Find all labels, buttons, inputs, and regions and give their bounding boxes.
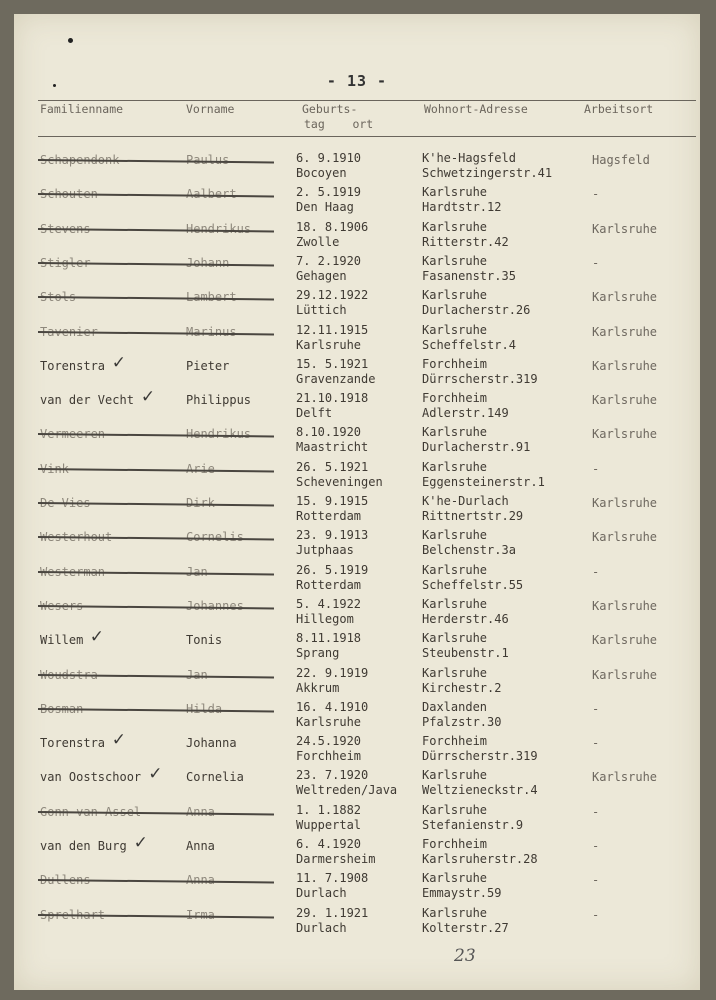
address-city: Forchheim: [422, 356, 488, 371]
surname: Bosman: [40, 701, 84, 716]
firstname: Anna: [186, 839, 215, 853]
address-cell: [422, 357, 538, 387]
birth-place: Gehagen: [296, 268, 347, 283]
workplace: Karlsruhe: [592, 496, 658, 510]
firstname: Jan: [186, 564, 208, 579]
birth-place: Wuppertal: [296, 817, 362, 832]
table-row: [14, 387, 700, 425]
firstname: Johanna: [186, 736, 237, 751]
surname: van den Burg: [40, 839, 127, 853]
birth-date: 26. 5.1921: [296, 459, 369, 474]
firstname: Marinus: [186, 324, 237, 339]
address-cell: [422, 391, 509, 421]
address-city: Karlsruhe: [422, 631, 488, 646]
workplace: -: [592, 839, 600, 853]
address-cell: [422, 803, 523, 833]
address-city: Karlsruhe: [422, 528, 488, 543]
surname: Torenstra: [40, 736, 106, 751]
birth-date: 8.10.1920: [296, 425, 362, 440]
birth-date: 8.11.1918: [296, 631, 362, 646]
workplace: -: [592, 804, 600, 819]
surname: van der Vecht: [40, 393, 134, 408]
address-street: Herderstr.46: [422, 611, 509, 626]
table-row: [14, 730, 700, 768]
table-row: [14, 833, 700, 871]
birth-date: 22. 9.1919: [296, 665, 369, 680]
workplace: -: [592, 736, 600, 751]
table-row: [14, 254, 700, 288]
workplace: -: [592, 255, 600, 270]
birth-cell: [296, 391, 368, 421]
birth-cell: [296, 563, 368, 593]
table-row: [14, 425, 700, 459]
surname: Stols: [40, 290, 77, 305]
firstname: Johannes: [186, 598, 244, 613]
address-street: Weltzieneckstr.4: [422, 783, 538, 798]
address-city: Karlsruhe: [422, 562, 488, 577]
birth-cell: [296, 220, 368, 250]
workplace: Karlsruhe: [592, 530, 658, 545]
table-row: [14, 666, 700, 700]
birth-place: Den Haag: [296, 200, 354, 215]
header-surname: Familienname: [40, 102, 124, 116]
birth-cell: [296, 460, 383, 490]
address-city: Karlsruhe: [422, 596, 488, 611]
birth-place: Gravenzande: [296, 371, 376, 386]
birth-cell: [296, 357, 375, 387]
address-street: Dürrscherstr.319: [422, 371, 538, 386]
surname: Willem: [40, 633, 84, 648]
table-row: [14, 151, 700, 185]
firstname: Arie: [186, 461, 215, 476]
birth-cell: [296, 323, 368, 353]
workplace: -: [592, 187, 600, 202]
checkmark-icon: ✓: [133, 833, 148, 853]
birth-date: 18. 8.1906: [296, 219, 369, 234]
address-street: Ritterstr.42: [422, 234, 509, 249]
birth-place: Maastricht: [296, 440, 369, 455]
birth-place: Sprang: [296, 646, 340, 661]
firstname: Johann: [186, 255, 230, 270]
birth-date: 23. 9.1913: [296, 528, 369, 543]
address-cell: [422, 700, 501, 730]
surname: Dullens: [40, 873, 91, 888]
address-city: Karlsruhe: [422, 665, 488, 680]
table-row: [14, 352, 700, 391]
birth-place: Hillegom: [296, 611, 354, 626]
birth-cell: [296, 425, 368, 455]
birth-date: 23. 7.1920: [296, 768, 369, 783]
firstname: Lambert: [186, 290, 237, 305]
header-firstname: Vorname: [186, 102, 235, 116]
address-cell: [422, 563, 523, 593]
firstname: Jan: [186, 667, 208, 682]
birth-place: Durlach: [296, 920, 347, 935]
address-city: K'he-Durlach: [422, 494, 509, 508]
firstname: Hilda: [186, 701, 223, 716]
table-row: [14, 563, 700, 597]
firstname: Cornelis: [186, 530, 244, 545]
firstname: Hendrikus: [186, 221, 252, 236]
address-street: Dürrscherstr.319: [422, 749, 538, 764]
address-city: Karlsruhe: [422, 768, 488, 783]
address-cell: [422, 871, 501, 901]
surname: van Oostschoor: [40, 770, 142, 785]
surname: Woudstra: [40, 667, 98, 682]
address-cell: [422, 906, 509, 936]
address-cell: [422, 597, 509, 627]
birth-date: 2. 5.1919: [296, 185, 362, 200]
address-cell: [422, 631, 509, 661]
firstname: Dirk: [186, 496, 215, 510]
checkmark-icon: ✓: [111, 352, 126, 373]
address-cell: [422, 666, 501, 696]
birth-place: Delft: [296, 406, 333, 421]
surname: Stevens: [40, 221, 91, 236]
workplace: Karlsruhe: [592, 324, 658, 339]
birth-place: Karlsruhe: [296, 714, 362, 729]
workplace: Karlsruhe: [592, 770, 658, 785]
birth-cell: [296, 631, 361, 661]
header-bottom-rule: [38, 136, 696, 137]
birth-date: 29.12.1922: [296, 288, 369, 303]
birth-date: 6. 4.1920: [296, 837, 362, 851]
address-street: Stefanienstr.9: [422, 817, 524, 832]
address-cell: [422, 323, 516, 353]
surname: Westerhout: [40, 530, 113, 545]
birth-cell: [296, 528, 368, 558]
firstname: Philippus: [186, 393, 252, 408]
birth-date: 21.10.1918: [296, 391, 369, 406]
address-street: Karlsruherstr.28: [422, 852, 538, 866]
firstname: Paulus: [186, 153, 230, 167]
address-street: Fasanenstr.35: [422, 268, 516, 283]
birth-cell: [296, 700, 368, 730]
firstname: Irma: [186, 907, 215, 922]
workplace: -: [592, 701, 600, 716]
address-street: Kolterstr.27: [422, 920, 509, 935]
address-street: Eggensteinerstr.1: [422, 474, 545, 489]
surname: Schouten: [40, 187, 98, 202]
address-city: Karlsruhe: [422, 425, 488, 440]
table-row: [14, 323, 700, 357]
birth-date: 16. 4.1910: [296, 699, 369, 714]
ink-mark: [68, 38, 73, 43]
address-city: Karlsruhe: [422, 185, 488, 200]
birth-date: 15. 5.1921: [296, 356, 369, 371]
table-row: [14, 460, 700, 494]
address-cell: [422, 460, 545, 490]
table-row: [14, 494, 700, 528]
birth-cell: [296, 151, 361, 181]
checkmark-icon: ✓: [89, 627, 105, 648]
firstname: Pieter: [186, 358, 230, 373]
birth-place: Rotterdam: [296, 577, 362, 592]
surname: Vink: [40, 461, 69, 476]
birth-place: Bocoyen: [296, 166, 347, 180]
address-city: Karlsruhe: [422, 253, 488, 268]
address-city: Forchheim: [422, 837, 488, 851]
firstname: Aalbert: [186, 187, 237, 202]
birth-cell: [296, 768, 397, 798]
birth-place: Jutphaas: [296, 543, 354, 558]
birth-cell: [296, 597, 361, 627]
workplace: Karlsruhe: [592, 633, 658, 648]
table-row: [14, 764, 700, 802]
surname: Torenstra: [40, 358, 106, 373]
address-city: Daxlanden: [422, 699, 488, 714]
checkmark-icon: ✓: [111, 730, 126, 751]
table-row: [14, 627, 700, 665]
birth-place: Durlach: [296, 886, 347, 901]
table-row: [14, 185, 700, 219]
address-street: Durlacherstr.91: [422, 440, 531, 455]
birth-cell: [296, 837, 375, 867]
address-street: Pfalzstr.30: [422, 714, 502, 729]
birth-cell: [296, 288, 368, 318]
surname: Vermeeren: [40, 427, 106, 442]
address-cell: [422, 288, 530, 318]
workplace: Karlsruhe: [592, 427, 658, 442]
birth-date: 29. 1.1921: [296, 905, 369, 920]
birth-date: 12.11.1915: [296, 322, 369, 337]
address-street: Kirchestr.2: [422, 680, 502, 695]
surname: Westerman: [40, 564, 106, 579]
surname: Sprelhart: [40, 907, 106, 922]
header-workplace: Arbeitsort: [584, 102, 654, 116]
birth-cell: [296, 494, 368, 524]
page-number: - 13 -: [326, 72, 388, 90]
birth-place: Scheveningen: [296, 474, 383, 489]
address-city: Karlsruhe: [422, 459, 488, 474]
address-street: Belchenstr.3a: [422, 543, 516, 558]
address-street: Scheffelstr.55: [422, 577, 524, 592]
checkmark-icon: ✓: [140, 387, 156, 408]
birth-cell: [296, 185, 361, 215]
birth-place: Darmersheim: [296, 852, 376, 866]
address-city: Forchheim: [422, 391, 488, 406]
workplace: Karlsruhe: [592, 393, 658, 408]
birth-place: Rotterdam: [296, 509, 362, 523]
address-cell: [422, 494, 523, 524]
table-row: [14, 597, 700, 631]
address-city: K'he-Hagsfeld: [422, 151, 516, 165]
address-cell: [422, 425, 530, 455]
birth-date: 24.5.1920: [296, 734, 362, 749]
header-birth-top: Geburts-: [302, 102, 358, 116]
workplace: -: [592, 907, 600, 922]
surname: De Vies: [40, 496, 91, 510]
surname: Tavenier: [40, 324, 98, 339]
birth-date: 6. 9.1910: [296, 151, 362, 165]
birth-date: 15. 9.1915: [296, 494, 369, 508]
workplace: Karlsruhe: [592, 598, 658, 613]
address-cell: [422, 254, 516, 284]
surname: Stigler: [40, 255, 91, 270]
header-birth: [302, 102, 373, 132]
surname: Wesers: [40, 598, 84, 613]
workplace: Karlsruhe: [592, 358, 658, 373]
address-street: Scheffelstr.4: [422, 337, 516, 352]
birth-date: 11. 7.1908: [296, 871, 369, 886]
header-top-rule: [38, 100, 696, 101]
address-city: Karlsruhe: [422, 905, 488, 920]
birth-cell: [296, 734, 361, 764]
strikethrough-line: [38, 468, 274, 472]
header-birth-bottom: tag ort: [304, 117, 374, 131]
firstname: Anna: [186, 804, 215, 819]
firstname: Tonis: [186, 633, 223, 648]
birth-cell: [296, 871, 368, 901]
surname: Schapendonk: [40, 153, 120, 167]
surname: Gonn van Assel: [40, 804, 142, 819]
birth-date: 1. 1.1882: [296, 802, 362, 817]
table-row: [14, 528, 700, 562]
header-address: Wohnort-Adresse: [424, 102, 528, 116]
address-cell: [422, 734, 538, 764]
address-street: Hardtstr.12: [422, 200, 502, 215]
table-row: [14, 871, 700, 905]
firstname: Cornelia: [186, 770, 244, 785]
table-row: [14, 906, 700, 940]
firstname: Anna: [186, 873, 215, 888]
address-city: Karlsruhe: [422, 802, 488, 817]
address-street: Rittnertstr.29: [422, 509, 524, 523]
workplace: -: [592, 461, 600, 476]
address-city: Karlsruhe: [422, 219, 488, 234]
address-city: Forchheim: [422, 734, 488, 749]
workplace: -: [592, 873, 600, 888]
address-cell: [422, 837, 538, 867]
firstname: Hendrikus: [186, 427, 252, 442]
birth-date: 5. 4.1922: [296, 596, 362, 611]
workplace: Karlsruhe: [592, 667, 658, 682]
table-row: [14, 288, 700, 322]
birth-place: Akkrum: [296, 680, 340, 695]
address-cell: [422, 220, 509, 250]
address-street: Durlacherstr.26: [422, 303, 531, 318]
address-city: Karlsruhe: [422, 871, 488, 886]
address-cell: [422, 768, 538, 798]
workplace: Karlsruhe: [592, 290, 658, 305]
address-street: Emmaystr.59: [422, 886, 502, 901]
table-row: [14, 700, 700, 734]
table-row: [14, 803, 700, 837]
birth-place: Zwolle: [296, 234, 340, 249]
address-cell: [422, 185, 501, 215]
address-street: Steubenstr.1: [422, 646, 509, 661]
birth-cell: [296, 666, 368, 696]
birth-cell: [296, 254, 361, 284]
address-street: Schwetzingerstr.41: [422, 166, 553, 180]
workplace: -: [592, 564, 600, 579]
birth-place: Karlsruhe: [296, 337, 362, 352]
birth-place: Lüttich: [296, 303, 347, 318]
birth-place: Weltreden/Java: [296, 783, 398, 798]
address-city: Karlsruhe: [422, 288, 488, 303]
address-street: Adlerstr.149: [422, 406, 509, 421]
document-page: [14, 14, 700, 990]
birth-cell: [296, 803, 361, 833]
handwritten-note: 23: [454, 946, 476, 966]
address-cell: [422, 151, 552, 181]
birth-date: 7. 2.1920: [296, 253, 362, 268]
birth-cell: [296, 906, 368, 936]
workplace: Karlsruhe: [592, 221, 658, 236]
table-row: [14, 220, 700, 254]
birth-date: 26. 5.1919: [296, 562, 369, 577]
address-city: Karlsruhe: [422, 322, 488, 337]
checkmark-icon: ✓: [148, 764, 163, 785]
workplace: Hagsfeld: [592, 153, 650, 167]
address-cell: [422, 528, 516, 558]
birth-place: Forchheim: [296, 749, 362, 764]
